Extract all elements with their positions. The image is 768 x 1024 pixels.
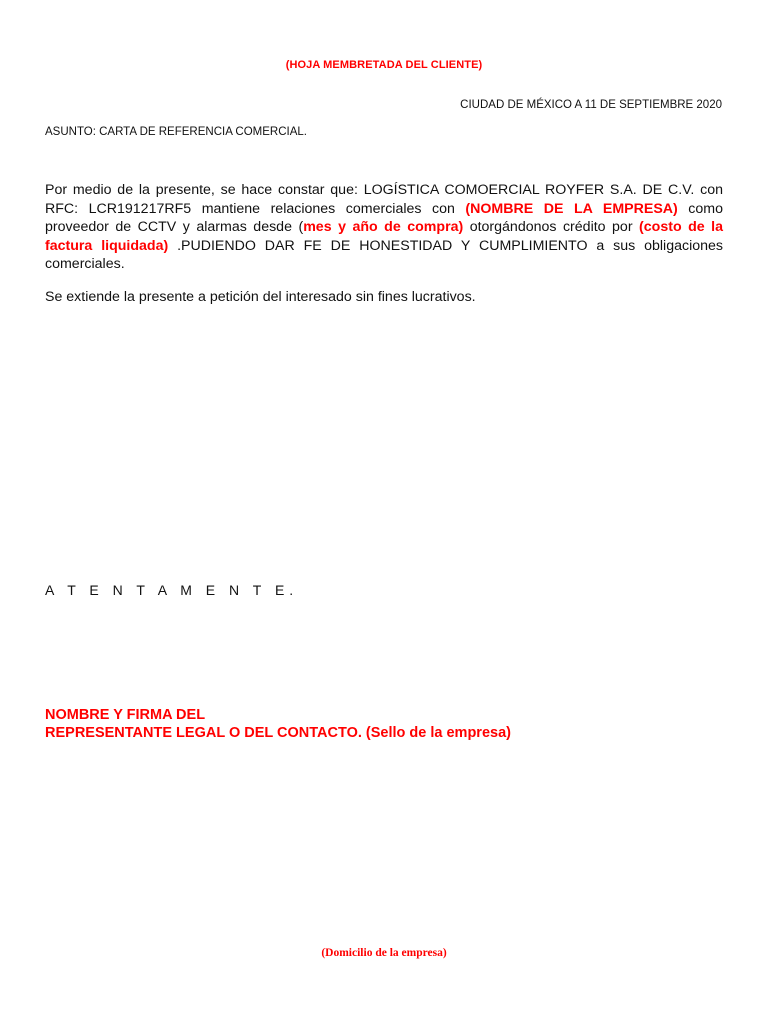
closing-note: Se extiende la presente a petición del interesado sin fines lucrativos. [45,289,476,305]
body-text-part4: .PUDIENDO DAR FE DE HONESTIDAD Y CUMPLIMIENTO a sus obligaciones comerciales. [45,237,724,272]
date-line: CIUDAD DE MÉXICO A 11 DE SEPTIEMBRE 2020 [460,99,722,111]
body-text-part2: como proveedor de CCTV y alarmas desde ( [45,200,724,235]
purchase-date-placeholder: mes y año de compra) [303,219,464,235]
signature-line-2: REPRESENTANTE LEGAL O DEL CONTACTO. (Sello de la empresa) [45,724,511,741]
regards-line: A T E N T A M E N T E. [45,582,299,598]
invoice-cost-placeholder: (costo de la factura liquidada) [45,219,723,254]
company-name-placeholder: (NOMBRE DE LA EMPRESA) [465,200,678,217]
signature-block [45,707,511,742]
signature-line-1: NOMBRE Y FIRMA DEL [45,707,206,723]
address-placeholder: (Domicilio de la empresa) [321,947,447,959]
body-text-part1: Por medio de la presente, se hace constar que: LOGÍSTICA COMOERCIAL ROYFER S.A. DE C.V. con RFC: LCR191217RF5 mantiene relaciones comerciales con [45,182,723,217]
body-text-part3: otorgándonos crédito por [463,219,640,235]
body-paragraph [45,181,723,274]
letterhead-placeholder: (HOJA MEMBRETADA DEL CLIENTE) [285,59,483,71]
subject-line: ASUNTO: CARTA DE REFERENCIA COMERCIAL. [45,126,307,138]
